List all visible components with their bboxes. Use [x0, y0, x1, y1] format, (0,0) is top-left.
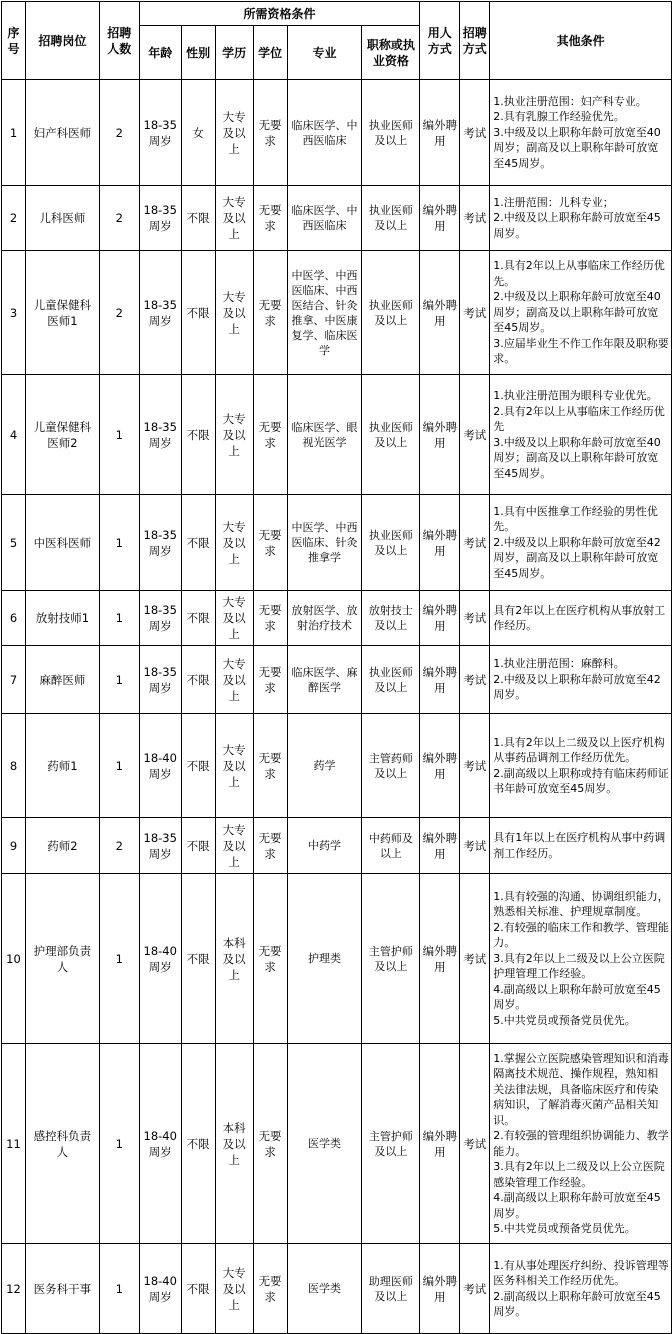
- row-degree: 无要求: [253, 1044, 287, 1244]
- row-gender: 不限: [181, 251, 215, 375]
- table-row: [2, 818, 672, 874]
- row-other: 1.掌握公立医院感染管理知识和消毒隔离技术规范、操作规程，熟知相关法律法规，具备临床医疗和传染病知识，了解消毒灭菌产品相关知识。 2.有较强的管理组织协调能力、教学能力。 3.具有2年以上二级及以上公立医院感染管理工作经验。 4.副高级以上职称年龄可放宽至45周岁。 5.中共党员或预备党员优先。: [490, 1044, 672, 1244]
- row-major: 中医学、中西医临床、中西医结合、针灸推拿、中医康复学、临床医学: [287, 251, 362, 375]
- row-age: 18-35周岁: [139, 818, 181, 874]
- row-gender: 不限: [181, 818, 215, 874]
- header-other: 其他条件: [490, 2, 672, 80]
- row-degree: 无要求: [253, 251, 287, 375]
- row-other: 具有1年以上在医疗机构从事中药调剂工作经历。: [490, 818, 672, 874]
- row-title-cert: 执业医师及以上: [362, 646, 420, 714]
- row-major: 护理类: [287, 874, 362, 1044]
- table-row: [2, 251, 672, 375]
- row-count: 2: [99, 818, 139, 874]
- row-position: 放射技师1: [25, 591, 99, 646]
- table-row: [2, 495, 672, 591]
- row-degree: 无要求: [253, 186, 287, 251]
- row-gender: 不限: [181, 874, 215, 1044]
- row-other: 1.具有2年以上二级及以上医疗机构从事药品调剂工作经历优先。 2.副高级以上职称或持有临床药师证书年龄可放宽至45周岁。: [490, 714, 672, 818]
- header-degree: 学位: [253, 26, 287, 80]
- row-method: 考试: [460, 646, 490, 714]
- row-title-cert: 主管护师及以上: [362, 874, 420, 1044]
- row-degree: 无要求: [253, 80, 287, 186]
- row-method: 考试: [460, 714, 490, 818]
- table-row: [2, 646, 672, 714]
- row-method: 考试: [460, 874, 490, 1044]
- header-seq: 序号: [2, 2, 26, 80]
- row-major: 临床医学、中西医临床: [287, 186, 362, 251]
- row-gender: 不限: [181, 186, 215, 251]
- header-title-cert: 职称或执业资格: [362, 26, 420, 80]
- row-position: 妇产科医师: [25, 80, 99, 186]
- row-position: 儿童保健科医师1: [25, 251, 99, 375]
- row-gender: 女: [181, 80, 215, 186]
- header-education: 学历: [215, 26, 253, 80]
- row-other: 1.具有较强的沟通、协调组织能力，熟悉相关标准、护理规章制度。 2.有较强的临床工作和教学、管理能力。 3.具有2年以上二级及以上公立医院护理管理工作经验。 4.副高级以上职称年龄可放宽至45周岁。 5.中共党员或预备党员优先。: [490, 874, 672, 1044]
- row-seq: 10: [2, 874, 26, 1044]
- row-seq: 12: [2, 1244, 26, 1334]
- row-employment: 编外聘用: [420, 646, 460, 714]
- row-count: 2: [99, 251, 139, 375]
- row-other: 具有2年以上在医疗机构从事放射工作经历。: [490, 591, 672, 646]
- row-employment: 编外聘用: [420, 818, 460, 874]
- row-age: 18-40周岁: [139, 714, 181, 818]
- row-education: 大专及以上: [215, 251, 253, 375]
- row-seq: 1: [2, 80, 26, 186]
- row-education: 大专及以上: [215, 375, 253, 495]
- row-employment: 编外聘用: [420, 251, 460, 375]
- row-position: 医务科干事: [25, 1244, 99, 1334]
- row-other: 1.执业注册范围：妇产科专业。 2.具有乳腺工作经验优先。 3.中级及以上职称年龄可放宽至40周岁；副高及以上职称年龄可放宽至45周岁。: [490, 80, 672, 186]
- row-education: 大专及以上: [215, 495, 253, 591]
- row-education: 大专及以上: [215, 80, 253, 186]
- row-employment: 编外聘用: [420, 186, 460, 251]
- header-qualification-group: 所需资格条件: [139, 2, 420, 26]
- row-age: 18-35周岁: [139, 375, 181, 495]
- row-other: 1.注册范围：儿科专业； 2.中级及以上职称年龄可放宽至45周岁。: [490, 186, 672, 251]
- row-title-cert: 放射技士及以上: [362, 591, 420, 646]
- row-gender: 不限: [181, 591, 215, 646]
- table-row: [2, 186, 672, 251]
- row-title-cert: 执业医师及以上: [362, 495, 420, 591]
- row-employment: 编外聘用: [420, 714, 460, 818]
- table-row: [2, 714, 672, 818]
- row-method: 考试: [460, 495, 490, 591]
- row-age: 18-35周岁: [139, 186, 181, 251]
- row-title-cert: 助理医师及以上: [362, 1244, 420, 1334]
- row-age: 18-35周岁: [139, 646, 181, 714]
- row-degree: 无要求: [253, 714, 287, 818]
- row-employment: 编外聘用: [420, 1044, 460, 1244]
- row-other: 1.具有2年以上从事临床工作经历优先。 2.中级及以上职称年龄可放宽至40周岁；副高及以上职称年龄可放宽至45周岁。 3.应届毕业生不作工作年限及职称要求。: [490, 251, 672, 375]
- header-age: 年龄: [139, 26, 181, 80]
- row-degree: 无要求: [253, 818, 287, 874]
- row-degree: 无要求: [253, 1244, 287, 1334]
- row-age: 18-35周岁: [139, 591, 181, 646]
- row-employment: 编外聘用: [420, 874, 460, 1044]
- row-employment: 编外聘用: [420, 375, 460, 495]
- row-age: 18-40周岁: [139, 1044, 181, 1244]
- row-seq: 11: [2, 1044, 26, 1244]
- row-method: 考试: [460, 1244, 490, 1334]
- row-gender: 不限: [181, 1044, 215, 1244]
- row-position: 儿童保健科医师2: [25, 375, 99, 495]
- row-employment: 编外聘用: [420, 80, 460, 186]
- row-count: 1: [99, 874, 139, 1044]
- row-title-cert: 执业医师及以上: [362, 375, 420, 495]
- row-title-cert: 执业医师及以上: [362, 251, 420, 375]
- row-method: 考试: [460, 251, 490, 375]
- row-seq: 8: [2, 714, 26, 818]
- row-other: 1.执业注册范围为眼科专业优先。 2.具有2年以上从事临床工作经历优先 3.中级及以上职称年龄可放宽至40周岁；副高及以上职称年龄可放宽至45周岁。: [490, 375, 672, 495]
- row-seq: 9: [2, 818, 26, 874]
- row-seq: 5: [2, 495, 26, 591]
- row-major: 中药学: [287, 818, 362, 874]
- row-education: 大专及以上: [215, 186, 253, 251]
- row-employment: 编外聘用: [420, 495, 460, 591]
- header-count: 招聘人数: [99, 2, 139, 80]
- row-count: 1: [99, 646, 139, 714]
- header-major: 专业: [287, 26, 362, 80]
- row-gender: 不限: [181, 646, 215, 714]
- table-row: [2, 874, 672, 1044]
- row-education: 大专及以上: [215, 818, 253, 874]
- row-position: 中医科医师: [25, 495, 99, 591]
- row-education: 本科及以上: [215, 1044, 253, 1244]
- row-count: 2: [99, 186, 139, 251]
- row-seq: 6: [2, 591, 26, 646]
- row-education: 大专及以上: [215, 714, 253, 818]
- row-position: 麻醉医师: [25, 646, 99, 714]
- row-seq: 3: [2, 251, 26, 375]
- table-row: [2, 1244, 672, 1334]
- row-position: 感控科负责人: [25, 1044, 99, 1244]
- header-row-1: [2, 2, 672, 26]
- row-seq: 2: [2, 186, 26, 251]
- row-education: 大专及以上: [215, 591, 253, 646]
- row-education: 大专及以上: [215, 1244, 253, 1334]
- row-major: 医学类: [287, 1044, 362, 1244]
- row-major: 临床医学、中西医临床: [287, 80, 362, 186]
- row-title-cert: 执业医师及以上: [362, 80, 420, 186]
- row-age: 18-35周岁: [139, 80, 181, 186]
- row-position: 护理部负责人: [25, 874, 99, 1044]
- row-method: 考试: [460, 186, 490, 251]
- row-title-cert: 主管药师及以上: [362, 714, 420, 818]
- row-major: 放射医学、放射治疗技术: [287, 591, 362, 646]
- row-position: 药师1: [25, 714, 99, 818]
- row-employment: 编外聘用: [420, 1244, 460, 1334]
- row-degree: 无要求: [253, 495, 287, 591]
- row-age: 18-40周岁: [139, 1244, 181, 1334]
- row-age: 18-35周岁: [139, 495, 181, 591]
- row-count: 1: [99, 495, 139, 591]
- row-age: 18-35周岁: [139, 251, 181, 375]
- table-row: [2, 591, 672, 646]
- row-major: 中医学、中西医临床、针灸推拿学: [287, 495, 362, 591]
- row-count: 1: [99, 591, 139, 646]
- row-degree: 无要求: [253, 874, 287, 1044]
- row-count: 2: [99, 80, 139, 186]
- header-gender: 性别: [181, 26, 215, 80]
- row-major: 药学: [287, 714, 362, 818]
- row-age: 18-40周岁: [139, 874, 181, 1044]
- row-gender: 不限: [181, 495, 215, 591]
- row-method: 考试: [460, 80, 490, 186]
- row-count: 1: [99, 714, 139, 818]
- row-seq: 7: [2, 646, 26, 714]
- row-title-cert: 主管护师及以上: [362, 1044, 420, 1244]
- recruitment-table: [1, 1, 672, 1334]
- row-method: 考试: [460, 1044, 490, 1244]
- row-seq: 4: [2, 375, 26, 495]
- row-employment: 编外聘用: [420, 591, 460, 646]
- row-count: 1: [99, 1044, 139, 1244]
- table-body: [2, 2, 672, 1334]
- row-other: 1.有从事处理医疗纠纷、投诉管理等医务科相关工作经历优先。 2.副高级以上职称年龄可放宽至45周岁。: [490, 1244, 672, 1334]
- row-title-cert: 执业医师及以上: [362, 186, 420, 251]
- row-count: 1: [99, 1244, 139, 1334]
- row-education: 大专及以上: [215, 646, 253, 714]
- row-degree: 无要求: [253, 646, 287, 714]
- table-row: [2, 1044, 672, 1244]
- row-other: 1.具有中医推拿工作经验的男性优先。 2.中级及以上职称年龄可放宽至42周岁，副高及以上职称年龄可放宽至45周岁。: [490, 495, 672, 591]
- header-position: 招聘岗位: [25, 2, 99, 80]
- row-title-cert: 中药师及以上: [362, 818, 420, 874]
- row-gender: 不限: [181, 714, 215, 818]
- row-gender: 不限: [181, 1244, 215, 1334]
- row-education: 本科及以上: [215, 874, 253, 1044]
- table-row: [2, 375, 672, 495]
- header-employment: 用人方式: [420, 2, 460, 80]
- row-method: 考试: [460, 375, 490, 495]
- row-method: 考试: [460, 591, 490, 646]
- row-method: 考试: [460, 818, 490, 874]
- table-row: [2, 80, 672, 186]
- row-degree: 无要求: [253, 375, 287, 495]
- row-major: 医学类: [287, 1244, 362, 1334]
- row-major: 临床医学、麻醉医学: [287, 646, 362, 714]
- row-degree: 无要求: [253, 591, 287, 646]
- row-gender: 不限: [181, 375, 215, 495]
- row-major: 临床医学、眼视光医学: [287, 375, 362, 495]
- row-position: 儿科医师: [25, 186, 99, 251]
- row-position: 药师2: [25, 818, 99, 874]
- row-other: 1.执业注册范围：麻醉科。 2.中级及以上职称年龄可放宽至42周岁。: [490, 646, 672, 714]
- header-method: 招聘方式: [460, 2, 490, 80]
- row-count: 1: [99, 375, 139, 495]
